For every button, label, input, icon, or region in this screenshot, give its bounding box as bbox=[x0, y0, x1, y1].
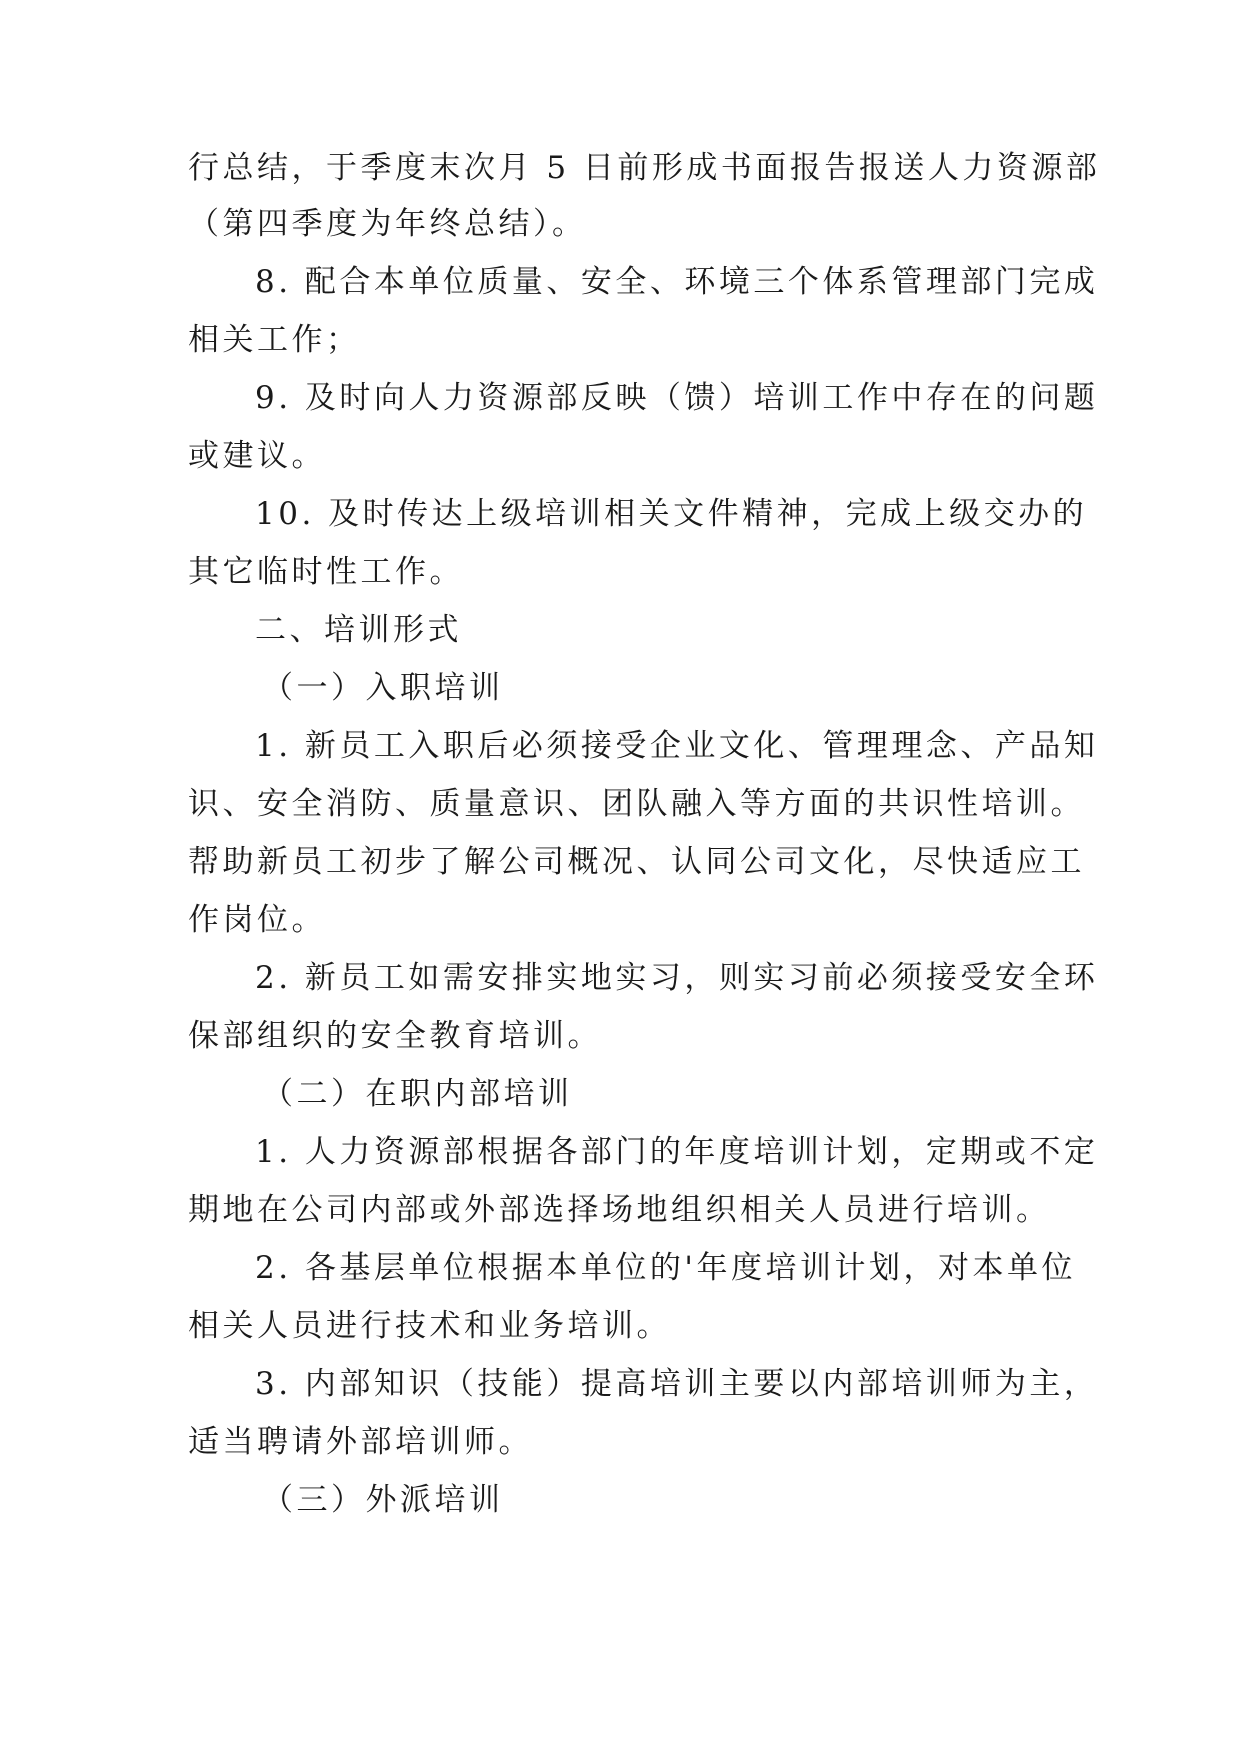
subsection-heading: （二）在职内部培训 bbox=[262, 1076, 573, 1112]
subsection-heading: （一）入职培训 bbox=[262, 670, 504, 706]
list-item: 3. 内部知识（技能）提高培训主要以内部培训师为主， bbox=[255, 1366, 1099, 1402]
list-item: 8. 配合本单位质量、安全、环境三个体系管理部门完成 bbox=[255, 264, 1099, 300]
text-line: 保部组织的安全教育培训。 bbox=[188, 1018, 602, 1054]
text-line: 其它临时性工作。 bbox=[188, 554, 464, 590]
text-line: 作岗位。 bbox=[188, 902, 326, 938]
text-line: 相关人员进行技术和业务培训。 bbox=[188, 1308, 671, 1344]
text-line: 帮助新员工初步了解公司概况、认同公司文化，尽快适应工 bbox=[188, 844, 1085, 880]
list-item: 2. 各基层单位根据本单位的'年度培训计划，对本单位 bbox=[255, 1250, 1076, 1286]
text-line: 期地在公司内部或外部选择场地组织相关人员进行培训。 bbox=[188, 1192, 1051, 1228]
subsection-heading: （三）外派培训 bbox=[262, 1482, 504, 1518]
list-item: 2. 新员工如需安排实地实习，则实习前必须接受安全环 bbox=[255, 960, 1099, 996]
section-heading: 二、培训形式 bbox=[255, 612, 462, 648]
list-item: 1. 新员工入职后必须接受企业文化、管理理念、产品知 bbox=[255, 728, 1099, 764]
text-line: （第四季度为年终总结）。 bbox=[188, 206, 587, 242]
list-item: 1. 人力资源部根据各部门的年度培训计划，定期或不定 bbox=[255, 1134, 1099, 1170]
text-line: 或建议。 bbox=[188, 438, 326, 474]
list-item: 10. 及时传达上级培训相关文件精神，完成上级交办的 bbox=[255, 496, 1088, 532]
text-line: 识、安全消防、质量意识、团队融入等方面的共识性培训。 bbox=[188, 786, 1085, 822]
text-line: 行总结，于季度末次月 5 日前形成书面报告报送人力资源部 bbox=[188, 150, 1101, 186]
list-item: 9. 及时向人力资源部反映（馈）培训工作中存在的问题 bbox=[255, 380, 1099, 416]
text-line: 相关工作； bbox=[188, 322, 361, 358]
text-line: 适当聘请外部培训师。 bbox=[188, 1424, 533, 1460]
